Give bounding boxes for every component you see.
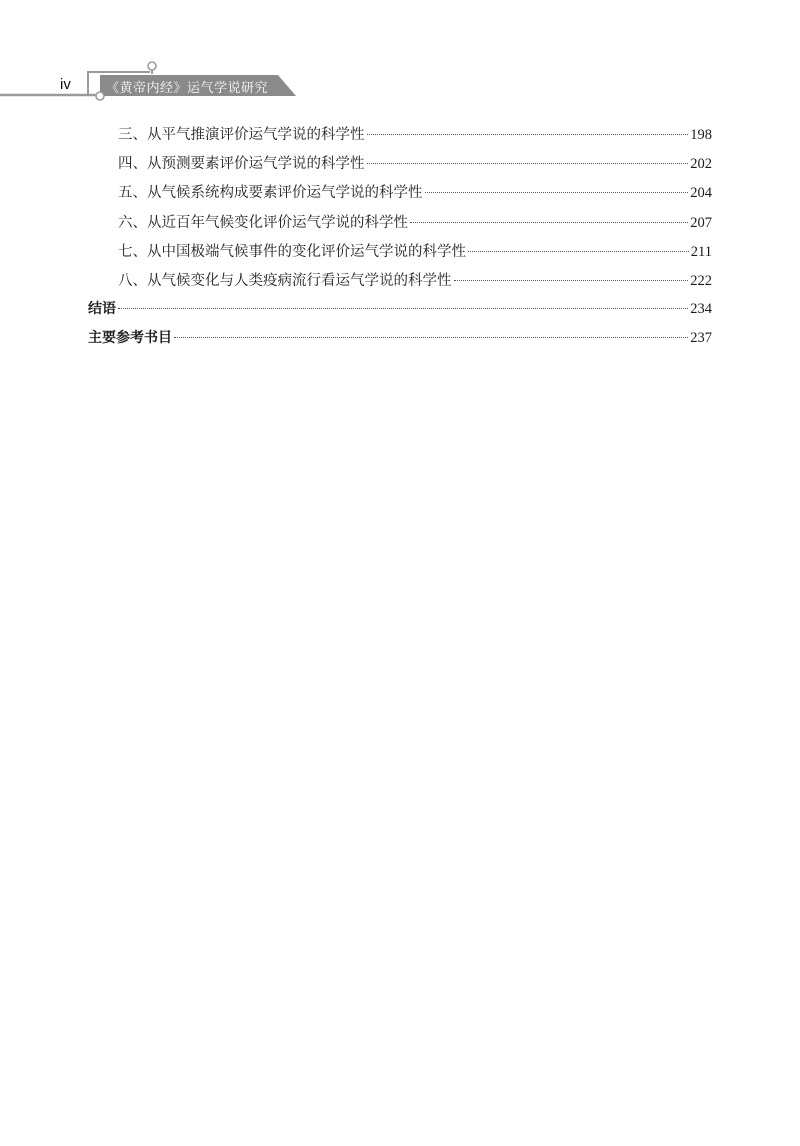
toc-entry[interactable] xyxy=(88,269,712,298)
toc-entry-references[interactable] xyxy=(88,327,712,356)
toc-entry-title: 主要参考书目 xyxy=(88,330,172,347)
toc-entry-page: 207 xyxy=(690,214,712,231)
book-title: 《黄帝内经》运气学说研究 xyxy=(106,81,269,96)
toc-entry-page: 198 xyxy=(690,127,712,143)
toc-entry-title: 五、从气候系统构成要素评价运气学说的科学性 xyxy=(118,185,423,202)
toc-leader-dots xyxy=(468,251,689,252)
toc-entry-page: 222 xyxy=(690,272,712,289)
toc-entry-title: 七、从中国极端气候事件的变化评价运气学说的科学性 xyxy=(118,243,466,260)
toc-leader-dots xyxy=(410,222,688,223)
toc-entry[interactable] xyxy=(88,152,712,181)
toc-entry-page: 211 xyxy=(690,243,712,260)
toc-entry-page: 202 xyxy=(690,156,712,173)
toc-leader-dots xyxy=(174,337,688,338)
toc-leader-dots xyxy=(118,308,688,309)
page-number: iv xyxy=(60,76,71,93)
toc-entry[interactable] xyxy=(88,240,712,269)
toc-entry-page: 237 xyxy=(690,330,712,347)
toc-entry[interactable] xyxy=(88,123,712,152)
toc-leader-dots xyxy=(367,134,689,135)
toc-entry-title: 四、从预测要素评价运气学说的科学性 xyxy=(118,156,365,173)
toc-entry[interactable] xyxy=(88,181,712,210)
toc-entry-title: 三、从平气推演评价运气学说的科学性 xyxy=(118,127,365,143)
toc-leader-dots xyxy=(425,192,689,193)
toc-leader-dots xyxy=(367,163,689,164)
toc-entry-page: 234 xyxy=(690,301,712,318)
toc-entry[interactable] xyxy=(88,211,712,240)
toc-entry-title: 结语 xyxy=(88,301,116,318)
toc-entry-title: 六、从近百年气候变化评价运气学说的科学性 xyxy=(118,214,408,231)
toc-leader-dots xyxy=(454,280,689,281)
toc-entry-conclusion[interactable] xyxy=(88,298,712,327)
toc-entry-page: 204 xyxy=(690,185,712,202)
table-of-contents xyxy=(88,123,712,357)
toc-entry-title: 八、从气候变化与人类疫病流行看运气学说的科学性 xyxy=(118,272,452,289)
running-header xyxy=(0,0,800,110)
